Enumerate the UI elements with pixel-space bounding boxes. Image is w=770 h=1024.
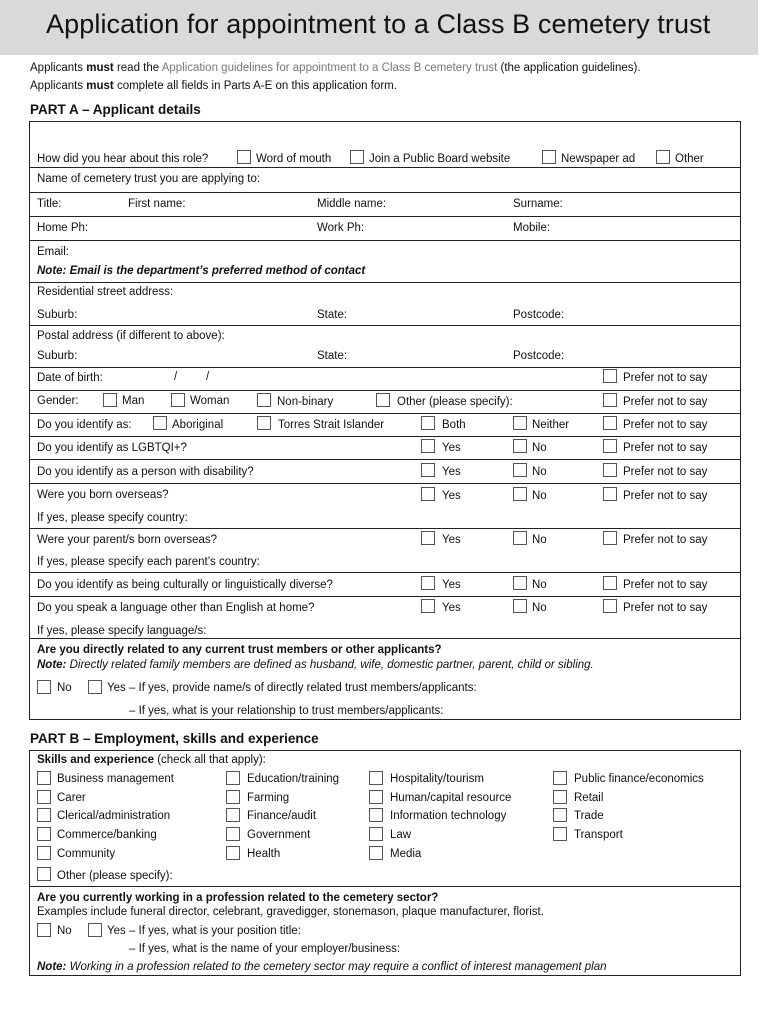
prefer-label: Prefer not to say bbox=[623, 442, 708, 454]
born-yes-checkbox[interactable] bbox=[421, 487, 435, 501]
gender-man-checkbox[interactable] bbox=[103, 393, 117, 407]
identify-both-checkbox[interactable] bbox=[421, 416, 435, 430]
identify-aboriginal-checkbox[interactable] bbox=[153, 416, 167, 430]
note-label: Note: bbox=[37, 659, 67, 671]
prefer-label: Prefer not to say bbox=[623, 372, 708, 384]
note-text: Directly related family members are defined as husband, wife, domestic partner, parent, child or sibling. bbox=[69, 659, 594, 671]
gender-nonbinary-checkbox[interactable] bbox=[257, 393, 271, 407]
skill-checkbox[interactable] bbox=[226, 827, 240, 841]
skill-label: Transport bbox=[574, 829, 623, 841]
identify-option: Neither bbox=[532, 419, 570, 431]
skill-label: Media bbox=[390, 848, 422, 860]
identify-neither-checkbox[interactable] bbox=[513, 416, 527, 430]
gender-other-checkbox[interactable] bbox=[376, 393, 390, 407]
skill-label: Finance/audit bbox=[247, 810, 317, 822]
gender-prefer-checkbox[interactable] bbox=[603, 393, 617, 407]
note-label: Note: bbox=[37, 961, 67, 973]
intro-text: Applicants bbox=[30, 80, 84, 92]
cemetery-no-checkbox[interactable] bbox=[37, 923, 51, 937]
postal-address-field[interactable]: Postal address (if different to above): bbox=[37, 330, 225, 342]
lgbtqi-no-checkbox[interactable] bbox=[513, 439, 527, 453]
divider bbox=[29, 167, 741, 168]
dob-prefer-checkbox[interactable] bbox=[603, 369, 617, 383]
divider bbox=[29, 216, 741, 217]
no-label: No bbox=[532, 466, 547, 478]
intro-text: complete all fields in Parts A-E on this application form. bbox=[116, 80, 397, 92]
skill-label: Human/capital resource bbox=[390, 792, 512, 804]
email-field[interactable]: Email: bbox=[37, 246, 69, 258]
skill-checkbox[interactable] bbox=[369, 808, 383, 822]
prefer-label: Prefer not to say bbox=[623, 602, 708, 614]
intro-line-2 bbox=[30, 79, 397, 93]
surname-field[interactable]: Surname: bbox=[513, 198, 563, 210]
related-note bbox=[37, 658, 594, 672]
intro-text: read the bbox=[116, 62, 160, 74]
note-text: Working in a profession related to the cemetery sector may require a conflict of interest management plan bbox=[69, 961, 607, 973]
dob-separator: / bbox=[206, 371, 210, 383]
gender-option: Man bbox=[122, 395, 145, 407]
divider bbox=[29, 282, 741, 283]
skill-checkbox[interactable] bbox=[553, 808, 567, 822]
no-label: No bbox=[57, 682, 72, 694]
skill-checkbox[interactable] bbox=[369, 771, 383, 785]
skills-label bbox=[37, 753, 266, 767]
disability-label: Do you identify as a person with disability? bbox=[37, 466, 254, 478]
skills-heading: Skills and experience bbox=[37, 754, 154, 766]
gender-woman-checkbox[interactable] bbox=[171, 393, 185, 407]
identify-label: Do you identify as: bbox=[37, 419, 132, 431]
skills-hint: (check all that apply): bbox=[157, 754, 266, 766]
related-no-checkbox[interactable] bbox=[37, 680, 51, 694]
skill-label: Trade bbox=[574, 810, 604, 822]
related-question: Are you directly related to any current trust members or other applicants? bbox=[37, 644, 442, 656]
work-phone-field[interactable]: Work Ph: bbox=[317, 222, 365, 234]
skill-checkbox[interactable] bbox=[226, 771, 240, 785]
cemetery-note bbox=[37, 960, 607, 974]
related-yes-checkbox[interactable] bbox=[88, 680, 102, 694]
skill-label: Commerce/banking bbox=[57, 829, 157, 841]
parent-prefer-checkbox[interactable] bbox=[603, 531, 617, 545]
language-yes-checkbox[interactable] bbox=[421, 599, 435, 613]
skill-checkbox[interactable] bbox=[226, 790, 240, 804]
language-prefer-checkbox[interactable] bbox=[603, 599, 617, 613]
suburb-field[interactable]: Suburb: bbox=[37, 309, 78, 321]
divider bbox=[29, 572, 741, 573]
skill-checkbox[interactable] bbox=[553, 790, 567, 804]
no-label: No bbox=[57, 925, 72, 937]
gender-option: Other (please specify): bbox=[397, 396, 513, 408]
yes-label: Yes bbox=[442, 466, 461, 478]
skill-checkbox[interactable] bbox=[37, 827, 51, 841]
hear-option: Join a Public Board website bbox=[369, 153, 511, 165]
postal-suburb-field[interactable]: Suburb: bbox=[37, 350, 78, 362]
divider bbox=[29, 240, 741, 241]
skill-checkbox[interactable] bbox=[369, 827, 383, 841]
language-field[interactable]: If yes, please specify language/s: bbox=[37, 625, 207, 637]
divider bbox=[29, 413, 741, 414]
divider bbox=[29, 325, 741, 326]
lgbtqi-yes-checkbox[interactable] bbox=[421, 439, 435, 453]
dob-separator: / bbox=[174, 371, 178, 383]
skill-checkbox[interactable] bbox=[553, 827, 567, 841]
relationship-field[interactable]: – If yes, what is your relationship to trust members/applicants: bbox=[129, 705, 444, 717]
state-field[interactable]: State: bbox=[317, 309, 348, 321]
prefer-label: Prefer not to say bbox=[623, 579, 708, 591]
skill-checkbox[interactable] bbox=[553, 771, 567, 785]
page-title: Application for appointment to a Class B cemetery trust bbox=[46, 9, 711, 39]
intro-text: Applicants bbox=[30, 62, 84, 74]
disability-no-checkbox[interactable] bbox=[513, 463, 527, 477]
skill-label: Business management bbox=[57, 773, 174, 785]
identify-option: Aboriginal bbox=[172, 419, 224, 431]
prefer-label: Prefer not to say bbox=[623, 419, 708, 431]
parent-country-field[interactable]: If yes, please specify each parent’s country: bbox=[37, 556, 260, 568]
first-name-field[interactable]: First name: bbox=[128, 198, 186, 210]
part-a-heading: PART A – Applicant details bbox=[30, 102, 201, 117]
lgbtqi-label: Do you identify as LGBTQI+? bbox=[37, 442, 187, 454]
divider bbox=[29, 596, 741, 597]
skill-checkbox[interactable] bbox=[369, 846, 383, 860]
divider bbox=[29, 367, 741, 368]
prefer-label: Prefer not to say bbox=[623, 534, 708, 546]
hear-option: Newspaper ad bbox=[561, 153, 636, 165]
language-label: Do you speak a language other than English at home? bbox=[37, 602, 315, 614]
trust-name-field[interactable]: Name of cemetery trust you are applying to: bbox=[37, 173, 261, 185]
dob-field[interactable]: Date of birth: bbox=[37, 372, 103, 384]
skill-checkbox[interactable] bbox=[369, 790, 383, 804]
born-prefer-checkbox[interactable] bbox=[603, 487, 617, 501]
born-no-checkbox[interactable] bbox=[513, 487, 527, 501]
skill-other-checkbox[interactable] bbox=[37, 867, 51, 881]
parent-no-checkbox[interactable] bbox=[513, 531, 527, 545]
cald-yes-checkbox[interactable] bbox=[421, 576, 435, 590]
skill-label: Hospitality/tourism bbox=[390, 773, 484, 785]
gender-option: Woman bbox=[190, 395, 230, 407]
postal-postcode-field[interactable]: Postcode: bbox=[513, 350, 565, 362]
divider bbox=[29, 459, 741, 460]
yes-label: Yes bbox=[442, 579, 461, 591]
part-b-heading: PART B – Employment, skills and experience bbox=[30, 731, 319, 746]
skill-label: Community bbox=[57, 848, 116, 860]
cald-prefer-checkbox[interactable] bbox=[603, 576, 617, 590]
cald-no-checkbox[interactable] bbox=[513, 576, 527, 590]
skill-label: Health bbox=[247, 848, 281, 860]
no-label: No bbox=[532, 602, 547, 614]
divider bbox=[29, 436, 741, 437]
hear-newspaper-checkbox[interactable] bbox=[542, 150, 556, 164]
identify-option: Torres Strait Islander bbox=[278, 419, 385, 431]
no-label: No bbox=[532, 534, 547, 546]
residential-address-field[interactable]: Residential street address: bbox=[37, 286, 174, 298]
related-yes-label: Yes – If yes, provide name/s of directly related trust members/applicants: bbox=[107, 682, 477, 694]
born-overseas-label: Were you born overseas? bbox=[37, 489, 169, 501]
home-phone-field[interactable]: Home Ph: bbox=[37, 222, 89, 234]
title-banner bbox=[0, 0, 758, 55]
prefer-label: Prefer not to say bbox=[623, 490, 708, 502]
skill-label: Retail bbox=[574, 792, 604, 804]
position-title-field[interactable]: Yes – If yes, what is your position title: bbox=[107, 925, 301, 937]
middle-name-field[interactable]: Middle name: bbox=[317, 198, 387, 210]
hear-other-checkbox[interactable] bbox=[656, 150, 670, 164]
parent-overseas-label: Were your parent/s born overseas? bbox=[37, 534, 218, 546]
divider bbox=[29, 638, 741, 639]
cemetery-question: Are you currently working in a profession related to the cemetery sector? bbox=[37, 892, 439, 904]
skill-checkbox[interactable] bbox=[37, 771, 51, 785]
skill-label: Education/training bbox=[247, 773, 340, 785]
divider bbox=[29, 483, 741, 484]
skill-checkbox[interactable] bbox=[226, 808, 240, 822]
no-label: No bbox=[532, 490, 547, 502]
skill-label: Government bbox=[247, 829, 311, 841]
identify-option: Both bbox=[442, 419, 466, 431]
cald-label: Do you identify as being culturally or linguistically diverse? bbox=[37, 579, 333, 591]
hear-option: Other bbox=[675, 153, 704, 165]
hear-website-checkbox[interactable] bbox=[350, 150, 364, 164]
divider bbox=[29, 390, 741, 391]
divider bbox=[29, 886, 741, 887]
identify-prefer-checkbox[interactable] bbox=[603, 416, 617, 430]
intro-must: must bbox=[86, 80, 114, 92]
skill-other-label: Other (please specify): bbox=[57, 870, 173, 882]
skill-checkbox[interactable] bbox=[37, 846, 51, 860]
divider bbox=[29, 192, 741, 193]
gender-option: Non-binary bbox=[277, 396, 334, 408]
no-label: No bbox=[532, 442, 547, 454]
postal-state-field[interactable]: State: bbox=[317, 350, 348, 362]
skill-label: Information technology bbox=[390, 810, 507, 822]
skill-label: Farming bbox=[247, 792, 290, 804]
employer-field[interactable]: – If yes, what is the name of your employer/business: bbox=[129, 943, 401, 955]
no-label: No bbox=[532, 579, 547, 591]
identify-tsi-checkbox[interactable] bbox=[257, 416, 271, 430]
skill-label: Carer bbox=[57, 792, 86, 804]
disability-yes-checkbox[interactable] bbox=[421, 463, 435, 477]
skill-label: Public finance/economics bbox=[574, 773, 704, 785]
email-note: Note: Email is the department’s preferred method of contact bbox=[37, 265, 366, 277]
prefer-label: Prefer not to say bbox=[623, 466, 708, 478]
yes-label: Yes bbox=[442, 534, 461, 546]
skill-checkbox[interactable] bbox=[37, 808, 51, 822]
disability-prefer-checkbox[interactable] bbox=[603, 463, 617, 477]
postcode-field[interactable]: Postcode: bbox=[513, 309, 565, 321]
skill-checkbox[interactable] bbox=[37, 790, 51, 804]
language-no-checkbox[interactable] bbox=[513, 599, 527, 613]
yes-label: Yes bbox=[442, 442, 461, 454]
divider bbox=[29, 528, 741, 529]
skill-checkbox[interactable] bbox=[226, 846, 240, 860]
gender-label: Gender: bbox=[37, 395, 79, 407]
country-field[interactable]: If yes, please specify country: bbox=[37, 512, 188, 524]
yes-label: Yes bbox=[442, 490, 461, 502]
prefer-label: Prefer not to say bbox=[623, 396, 708, 408]
hear-option: Word of mouth bbox=[256, 153, 332, 165]
parent-yes-checkbox[interactable] bbox=[421, 531, 435, 545]
skill-label: Clerical/administration bbox=[57, 810, 171, 822]
lgbtqi-prefer-checkbox[interactable] bbox=[603, 439, 617, 453]
mobile-field[interactable]: Mobile: bbox=[513, 222, 551, 234]
guidelines-link[interactable]: Application guidelines for appointment to a Class B cemetery trust bbox=[161, 62, 498, 74]
intro-text: (the application guidelines). bbox=[500, 62, 641, 74]
skill-label: Law bbox=[390, 829, 412, 841]
cemetery-yes-checkbox[interactable] bbox=[88, 923, 102, 937]
hear-word-checkbox[interactable] bbox=[237, 150, 251, 164]
title-field[interactable]: Title: bbox=[37, 198, 62, 210]
intro-must: must bbox=[86, 62, 114, 74]
intro-line-1 bbox=[30, 61, 641, 75]
cemetery-examples: Examples include funeral director, celebrant, gravedigger, stonemason, plaque manufacturer, florist. bbox=[37, 906, 544, 918]
yes-label: Yes bbox=[442, 602, 461, 614]
hear-label: How did you hear about this role? bbox=[37, 153, 209, 165]
